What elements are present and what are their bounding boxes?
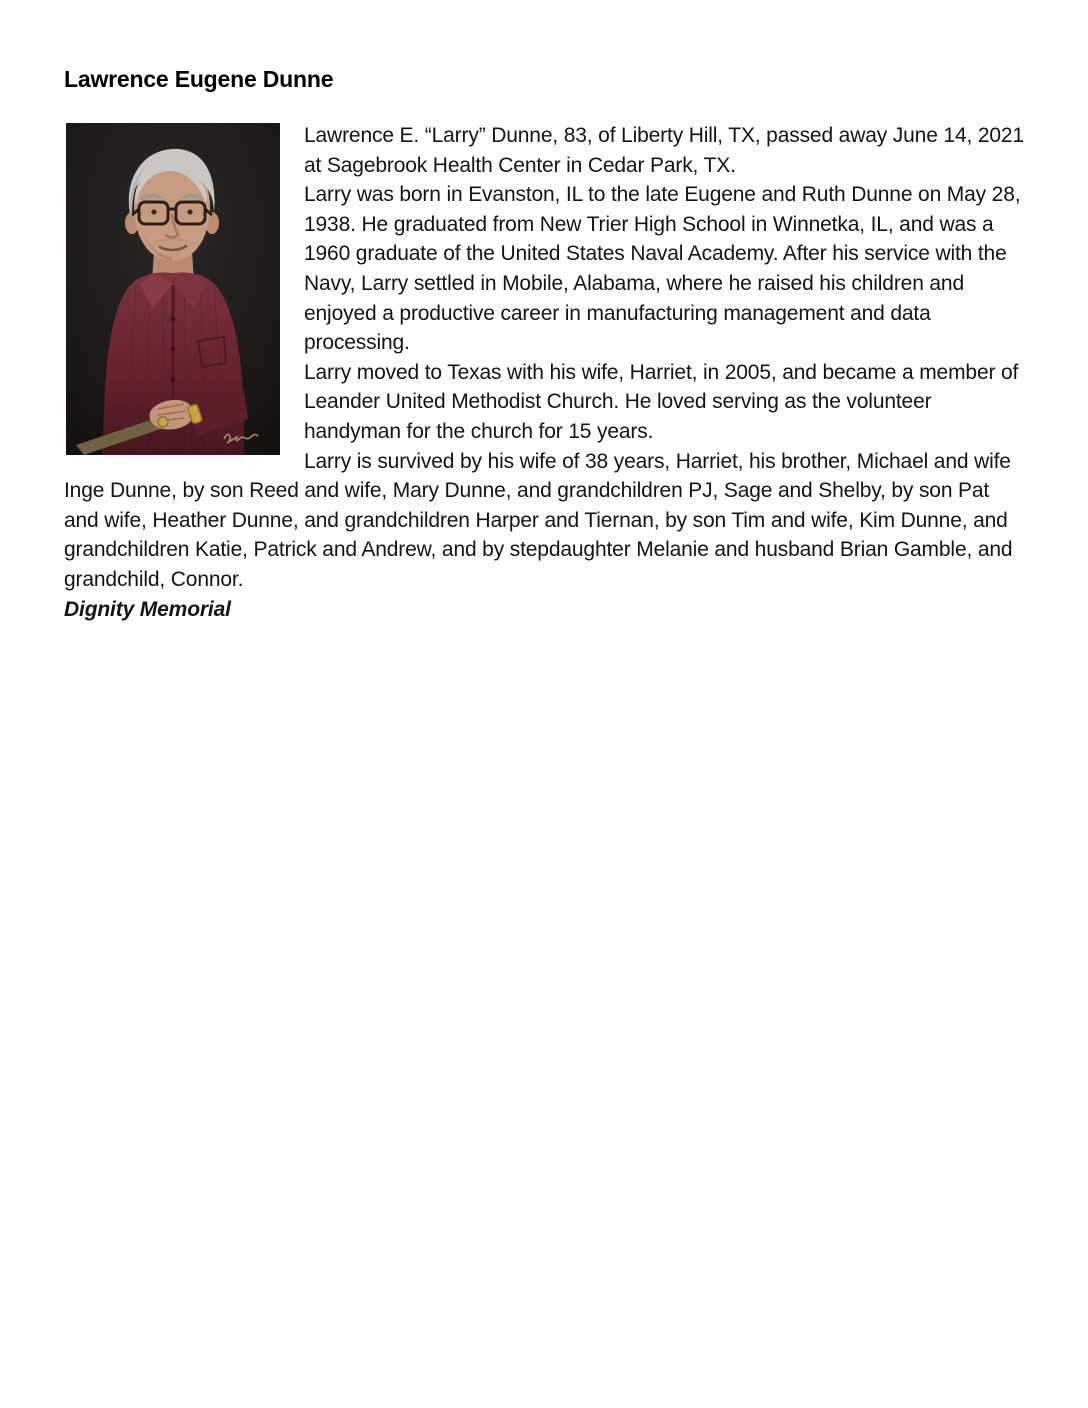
obituary-body bbox=[64, 121, 1026, 624]
paragraph-intro: Lawrence E. “Larry” Dunne, 83, of Liberty Hill, TX, passed away June 14, 2021 at Sagebrook Health Center in Cedar Park, TX. bbox=[304, 124, 1024, 177]
paragraph-survivors: Larry is survived by his wife of 38 years, Harriet, his brother, Michael and wife Inge Dunne, by son Reed and wife, Mary Dunne, and grandchildren PJ, Sage and Shelby, by son Pat and wife, Heather Dunne, and grandchildren Harper and Tiernan, by son Tim and wife, Kim Dunne, and grandchildren Katie, Patrick and Andrew, and by stepdaughter Melanie and husband Brian Gamble, and grandchild, Connor. bbox=[64, 449, 1013, 591]
gold-ring bbox=[158, 417, 168, 427]
paragraph-early-life: Larry was born in Evanston, IL to the late Eugene and Ruth Dunne on May 28, 1938. He graduated from New Trier High School in Winnetka, IL, and was a 1960 graduate of the United States Naval Academy. After his service with the Navy, Larry settled in Mobile, Alabama, where he raised his children and enjoyed a productive career in manufacturing management and data processing. bbox=[304, 183, 1021, 355]
portrait-photo bbox=[66, 123, 280, 455]
attribution-source: Dignity Memorial bbox=[64, 597, 231, 621]
page-title: Lawrence Eugene Dunne bbox=[64, 66, 334, 92]
paragraph-texas: Larry moved to Texas with his wife, Harriet, in 2005, and became a member of Leander United Methodist Church. He loved serving as the volunteer handyman for the church for 15 years. bbox=[304, 360, 1019, 443]
